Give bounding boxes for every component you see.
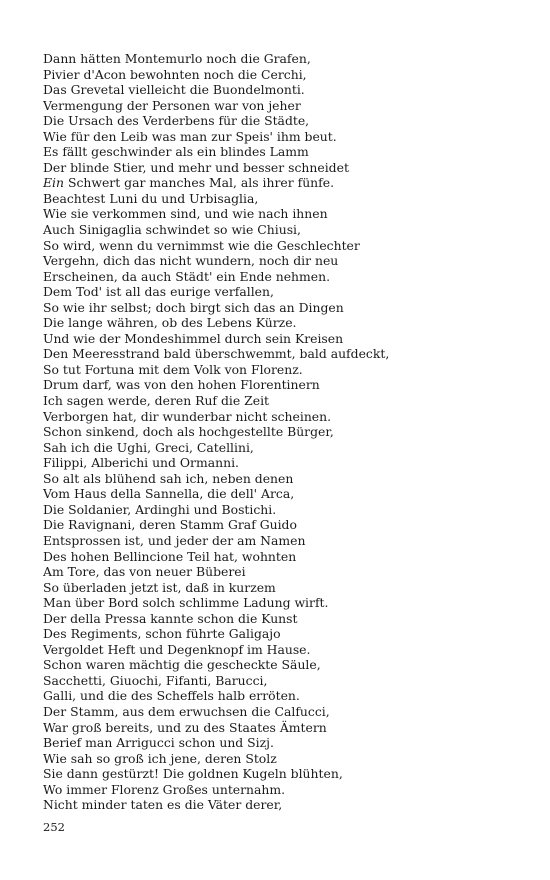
verse-line: Wie sie verkommen sind, und wie nach ihnen [43,206,328,222]
verse-line: Vom Haus della Sannella, die dell' Arca, [43,486,295,502]
verse-block [43,51,523,813]
verse-line: Beachtest Luni du und Urbisaglia, [43,190,259,206]
verse-line: Pivier d'Acon bewohnten noch die Cerchi, [43,66,307,82]
verse-line: So wird, wenn du vernimmst wie die Geschlechter [43,237,360,253]
verse-line: Vergehn, dich das nicht wundern, noch dir neu [43,253,339,269]
verse-line: So alt als blühend sah ich, neben denen [43,470,294,486]
verse-line-rest: Schwert gar manches Mal, als ihrer fünfe. [67,175,335,191]
verse-line: Erscheinen, da auch Städt' ein Ende nehmen. [43,268,331,284]
verse-line: Der blinde Stier, und mehr und besser schneidet [43,159,349,175]
verse-line: Dann hätten Montemurlo noch die Grafen, [43,51,311,66]
verse-line: Am Tore, das von neuer Büberei [43,564,246,580]
verse-line: Den Meeresstrand bald überschwemmt, bald aufdeckt, [43,346,390,362]
verse-line: So überladen jetzt ist, daß in kurzem [43,579,276,595]
verse-line: Wo immer Florenz Großes unternahm. [43,781,286,797]
verse-line: Die Soldanier, Ardinghi und Bostichi. [43,501,277,517]
verse-line: Berief man Arrigucci schon und Sizj. [43,735,274,751]
verse-line: Die Ravignani, deren Stamm Graf Guido [43,517,297,533]
italic-word: Ein [43,175,64,191]
verse-line: So wie ihr selbst; doch birgt sich das an Dingen [43,299,344,315]
verse-line: Entsprossen ist, und jeder der am Namen [43,532,306,548]
verse-line: Nicht minder taten es die Väter derer, [43,797,283,813]
verse-line: Vergoldet Heft und Degenknopf im Hause. [43,641,311,657]
verse-line: Ich sagen werde, deren Ruf die Zeit [43,393,270,409]
verse-line: Des hohen Bellincione Teil hat, wohnten [43,548,297,564]
verse-line: Galli, und die des Scheffels halb erröten. [43,688,300,704]
verse-line: So tut Fortuna mit dem Volk von Florenz. [43,361,303,377]
verse-line: Wie für den Leib was man zur Speis' ihm beut. [43,128,337,144]
verse-line: Es fällt geschwinder als ein blindes Lamm [43,144,309,160]
verse-line: Man über Bord solch schlimme Ladung wirft. [43,595,329,611]
verse-line: Die Ursach des Verderbens für die Städte, [43,113,310,129]
verse-line-with-italic [43,175,523,191]
verse-line: Sah ich die Ughi, Greci, Catellini, [43,439,254,455]
verse-line: Schon sinkend, doch als hochgestellte Bürger, [43,424,334,440]
verse-line: Das Grevetal vielleicht die Buondelmonti. [43,82,305,98]
page-number: 252 [43,820,65,834]
verse-line: Die lange währen, ob des Lebens Kürze. [43,315,297,331]
verse-line: Drum darf, was von den hohen Florentinern [43,377,320,393]
verse-line: Verborgen hat, dir wunderbar nicht scheinen. [43,408,332,424]
verse-line: Des Regiments, schon führte Galigajo [43,626,281,642]
verse-line: Schon waren mächtig die gescheckte Säule, [43,657,321,673]
verse-line: Dem Tod' ist all das eurige verfallen, [43,284,274,300]
verse-line: Vermengung der Personen war von jeher [43,97,301,113]
verse-line: Und wie der Mondeshimmel durch sein Kreisen [43,330,344,346]
verse-line: Auch Sinigaglia schwindet so wie Chiusi, [43,222,301,238]
verse-line: Filippi, Alberichi und Ormanni. [43,455,239,471]
verse-line: War groß bereits, und zu des Staates Ämtern [43,719,327,735]
verse-line: Sie dann gestürzt! Die goldnen Kugeln blühten, [43,766,343,782]
verse-line: Der Stamm, aus dem erwuchsen die Calfucci, [43,703,330,719]
verse-line: Wie sah so groß ich jene, deren Stolz [43,750,277,766]
verse-line: Sacchetti, Giuochi, Fifanti, Barucci, [43,672,268,688]
verse-line: Der della Pressa kannte schon die Kunst [43,610,298,626]
